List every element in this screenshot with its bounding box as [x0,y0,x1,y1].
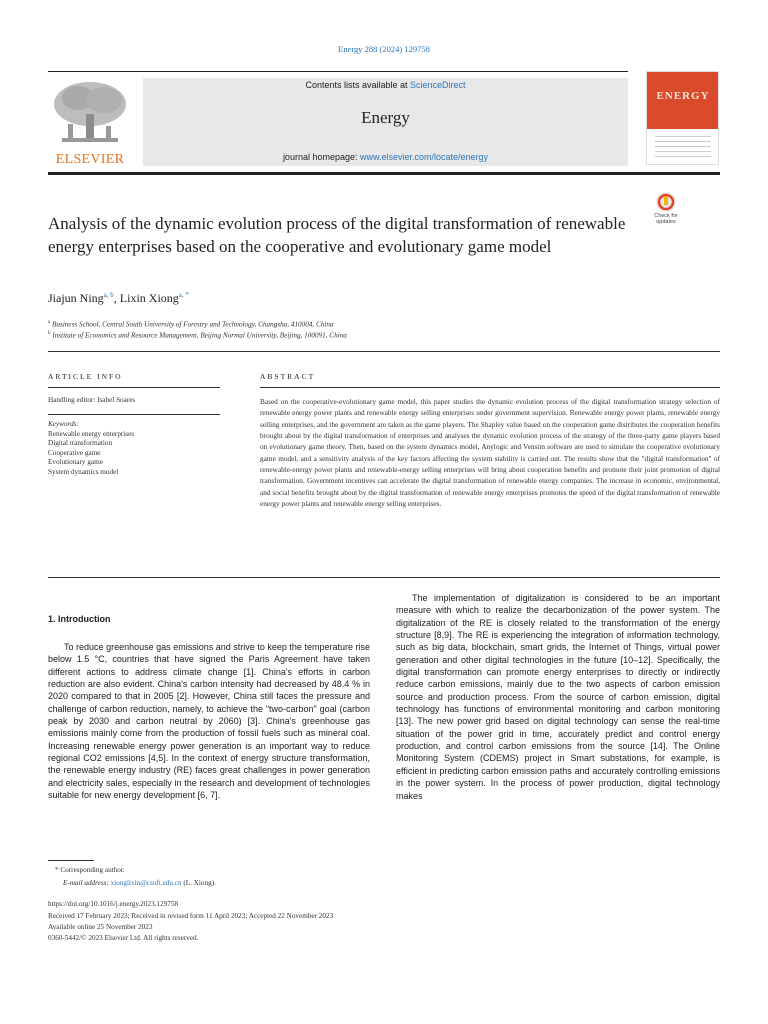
email-label: E-mail address: [63,879,111,887]
keyword-item: Renewable energy enterprises [48,429,135,438]
section-divider [48,351,720,352]
footnote-rule [48,860,94,861]
abstract-heading: ABSTRACT [260,372,316,381]
intro-paragraph-right: The implementation of digitalization is considered to be an important measure with which to realize the decarbonization of the power system. The digitalization of the RE is closely related to the transformation of the energy structure [8,9]. The RE is experiencing the integration of information technology, such as big data, blockchain, smart grids, the Internet of Things, virtual power generation and other digital technologies in the future [10–12]. Specifically, the digital transformation can promote energy enterprises to directly or indirectly reduce carbon emissions, mainly due to the two aspects of carbon emission source and production process. From the source of carbon emission, digital technology has functions of environmental monitoring and carbon monitoring [13]. The new power grid based on digital technology can sense the real-time situation of the power grid in time, accurately predict and control energy production, and control carbon emissions from the source [14]. The Online Monitoring System (CDEMS) project in Smart substations, for example, is efficient in predicting carbon emission paths and accurately controlling emissions in the power system. In the process of power production, digital technology makes [396,593,720,801]
copyright-line: 0360-5442/© 2023 Elsevier Ltd. All rights reserved. [48,934,199,942]
email-link[interactable]: xionglixin@csuft.edu.cn [110,879,182,887]
introduction-heading: 1. Introduction [48,614,111,624]
affiliation-b [48,331,648,339]
affiliation-a [48,320,648,328]
author-list [48,291,448,306]
email-note [63,879,216,887]
publisher-wordmark: ELSEVIER [55,152,125,167]
email-suffix: (L. Xiong). [181,879,216,887]
author-name[interactable]: Jiajun Ning [48,291,104,305]
keywords-block [48,420,220,477]
sciencedirect-link[interactable]: ScienceDirect [410,80,466,90]
author-affiliation-mark[interactable]: a, b [103,291,114,299]
header-thick-rule [48,172,720,175]
homepage-link[interactable]: www.elsevier.com/locate/energy [360,152,489,162]
keywords-label: Keywords: [48,420,79,428]
cover-text-lines [655,136,711,160]
cover-title: ENERGY [656,90,710,102]
check-updates-label: Check for updates [654,213,678,225]
keyword-item: Digital transformation [48,439,113,447]
author-affiliation-mark[interactable]: a, * [178,291,189,299]
received-dates: Received 17 February 2023; Received in revised form 11 April 2023; Accepted 22 November 2023 [48,912,334,920]
journal-citation[interactable]: Energy 288 (2024) 129758 [338,44,430,54]
homepage-line [143,152,628,162]
handling-editor: Handling editor: Isabel Soares [48,396,136,404]
header-top-rule [48,71,628,72]
contents-line [143,80,628,90]
affiliation-text: Institute of Economics and Resource Management, Beijing Normal University, Beijing, 100091, China [50,331,347,340]
available-online-date: Available online 25 November 2023 [48,923,153,931]
journal-name: Energy [361,108,410,127]
keyword-item: Cooperative game [48,448,101,457]
corresponding-author-note: * Corresponding author. [55,866,125,874]
article-info-heading: ARTICLE INFO [48,372,123,381]
affiliation-text: Business School, Central South University of Forestry and Technology, Changsha, 410004, China [50,320,334,329]
article-info-rule [48,387,220,388]
check-for-updates-badge[interactable] [647,192,685,228]
abstract-text: Based on the cooperative-evolutionary game model, this paper studies the dynamic evolution process of the digital transformation strategy selection of renewable energy power plants and renewable energy selling enterprises under government supervision. Renewable energy power plants, renewable energy selling enterprises, and the government are taken as the game players. The Shapley value based on the cooperation game distributes the cooperation benefits brought about by the digital transformation of enterprises and analyses the dynamic evolution process of the strategy of the three-party game players based on evolutionary game theory. Then, based on the system dynamics model, Anylogic and Vensim software are used to simulate the cooperative evolutionary game model, and a sensitivity analysis of the key factors affecting the system stability is carried out. The results show that the "digital transformation" of renewable-energy power plants and renewable-energy selling enterprises will bring about cooperation benefits and promote their joint promotion of digital transformation. Government incentives can accelerate the digital transformation of renewable energy companies. The increase in economic, environmental, and social benefits brought about by the digital transformation of renewable energy enterprises promotes the speed of the digital transformation of renewable energy power plants and renewable energy selling enterprises. [260,397,720,509]
tree-icon [48,78,132,150]
author-name[interactable]: Lixin Xiong [119,291,179,305]
author-separator: , [113,291,120,305]
keyword-item: Evolutionary game [48,458,103,466]
intro-paragraph-left: To reduce greenhouse gas emissions and strive to keep the temperature rise below 1.5 °C, countries that have signed the Paris Agreement have taken different actions to address climate change [1]. China's efforts in carbon reduction are also evident. China's carbon intensity had decreased by 48.4 % in 2020 compared to that in 2005 [2]. However, China still faces the pressure and challenge of carbon reduction, namely, to achieve the "two-carbon" goal (carbon peak by 2030 and carbon neutral by 2060) [3]. China's greenhouse gas emissions mainly come from the production of fossil fuels such as mineral coal. Increasing renewable energy power generation is an important way to reduce regional CO2 emissions [4,5]. In the context of energy structure transformation, the renewable energy industry (RE) faces great challenges in power generation and electricity sales, especially in the research and development of technologies suitable for new energy development [6, 7]. [48,642,370,801]
article-title: Analysis of the dynamic evolution process of the digital transformation of renewable energy enterprises based on the cooperative and evolutionary game model [48,214,626,256]
keyword-item: System dynamics model [48,467,119,476]
section-divider [48,577,720,578]
contents-prefix: Contents lists available at [305,80,411,90]
affiliation-mark: b [48,331,51,336]
check-updates-icon [656,192,676,212]
doi-link[interactable]: https://doi.org/10.1016/j.energy.2023.129758 [48,900,179,908]
abstract-rule [260,387,720,388]
journal-cover-thumbnail[interactable] [646,71,719,165]
homepage-prefix: journal homepage: [282,152,360,162]
affiliation-mark: a [48,320,51,325]
keywords-rule [48,414,220,415]
